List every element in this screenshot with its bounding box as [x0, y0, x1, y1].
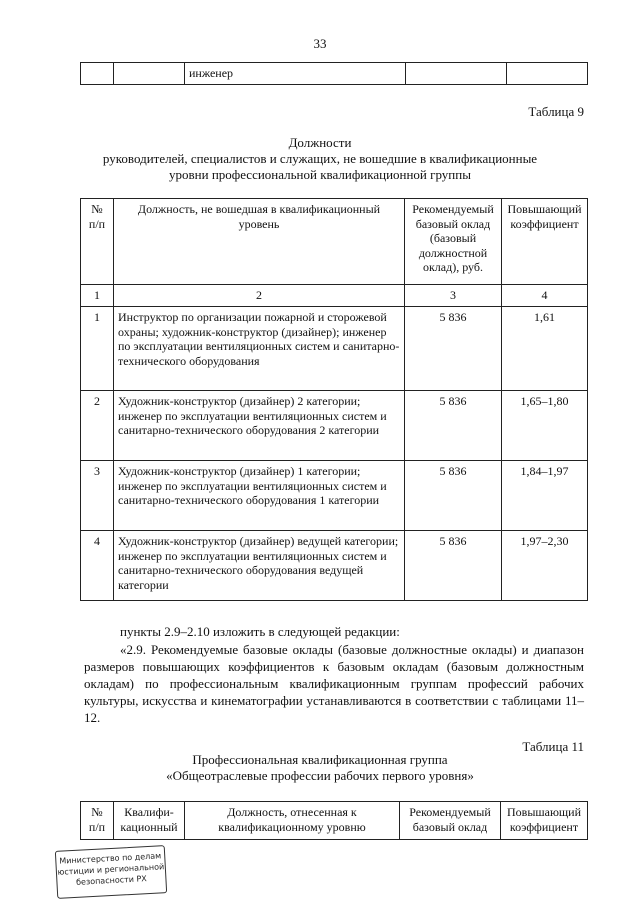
column-number-row — [81, 285, 588, 307]
table-cell: инженер — [185, 63, 406, 85]
header-position: Должность, отнесенная к квалификационному уровню — [185, 802, 400, 840]
header-salary: Рекомендуемый базовый оклад — [400, 802, 501, 840]
table-cell — [114, 63, 185, 85]
col-number: 2 — [114, 285, 405, 307]
row-salary: 5 836 — [405, 531, 502, 601]
table11-title — [60, 752, 580, 784]
row-num: 1 — [81, 307, 114, 391]
title-line: уровни профессиональной квалификационной группы — [169, 167, 471, 182]
table9-label: Таблица 9 — [528, 104, 584, 119]
intro-text: пункты 2.9–2.10 изложить в следующей редакции: — [120, 624, 400, 639]
row-num: 3 — [81, 461, 114, 531]
row-position: Художник-конструктор (дизайнер) ведущей категории; инженер по эксплуатации вентиляционных систем и санитарно-технического оборудования ведущей категории — [114, 531, 405, 601]
title-line: Должности — [288, 135, 352, 150]
title-line: руководителей, специалистов и служащих, не вошедшие в квалификационные — [102, 151, 538, 166]
row-coef: 1,61 — [502, 307, 588, 391]
header-num: № п/п — [81, 199, 114, 285]
stamp-line: безопасности РХ — [75, 874, 148, 887]
table-cell — [81, 63, 114, 85]
header-position: Должность, не вошедшая в квалификационный уровень — [114, 199, 405, 285]
row-num: 4 — [81, 531, 114, 601]
table-header-row — [81, 802, 588, 840]
header-coef: Повышающий коэффициент — [502, 199, 588, 285]
table-row — [81, 63, 588, 85]
row-coef: 1,84–1,97 — [502, 461, 588, 531]
table11 — [80, 801, 588, 840]
header-qualification: Квалифи-кационный — [114, 802, 185, 840]
stamp-line: юстиции и региональной — [57, 862, 165, 877]
table-cell — [507, 63, 588, 85]
table-row — [81, 531, 588, 601]
row-position: Художник-конструктор (дизайнер) 1 категории; инженер по эксплуатации вентиляционных систем и санитарно-технического оборудования 1 категории — [114, 461, 405, 531]
row-coef: 1,97–2,30 — [502, 531, 588, 601]
row-coef: 1,65–1,80 — [502, 391, 588, 461]
header-salary: Рекомендуемый базовый оклад (базовый должностной оклад), руб. — [405, 199, 502, 285]
table9 — [80, 198, 588, 601]
header-coef: Повышающий коэффициент — [501, 802, 588, 840]
row-position: Художник-конструктор (дизайнер) 2 категории; инженер по эксплуатации вентиляционных систем и санитарно-технического оборудования 2 категории — [114, 391, 405, 461]
title-line: «Общеотраслевые профессии рабочих первого уровня» — [166, 768, 474, 783]
col-number: 4 — [502, 285, 588, 307]
continuation-table — [80, 62, 588, 85]
table-row — [81, 391, 588, 461]
table9-title — [60, 135, 580, 183]
row-num: 2 — [81, 391, 114, 461]
stamp-line: Министерство по делам — [59, 851, 162, 866]
table-row — [81, 461, 588, 531]
table-row — [81, 307, 588, 391]
table11-label: Таблица 11 — [522, 739, 584, 754]
col-number: 3 — [405, 285, 502, 307]
row-salary: 5 836 — [405, 391, 502, 461]
page-number: 33 — [313, 36, 327, 51]
table-header-row — [81, 199, 588, 285]
row-salary: 5 836 — [405, 461, 502, 531]
title-line: Профессиональная квалификационная группа — [192, 752, 448, 767]
ministry-stamp — [55, 845, 167, 899]
col-number: 1 — [81, 285, 114, 307]
row-salary: 5 836 — [405, 307, 502, 391]
body-paragraph: «2.9. Рекомендуемые базовые оклады (базовые должностные оклады) и диапазон размеров повышающих коэффициентов к базовым окладам (базовым должностным окладам) по профессиональным квалификационным группам профессий рабочих культуры, искусства и кинематографии устанавливаются в соответствии с таблицами 11– 12. — [84, 642, 584, 725]
header-num: № п/п — [81, 802, 114, 840]
table-cell — [406, 63, 507, 85]
row-position: Инструктор по организации пожарной и сторожевой охраны; художник-конструктор (дизайнер); инженер по эксплуатации вентиляционных систем и санитарно-технического оборудования — [114, 307, 405, 391]
